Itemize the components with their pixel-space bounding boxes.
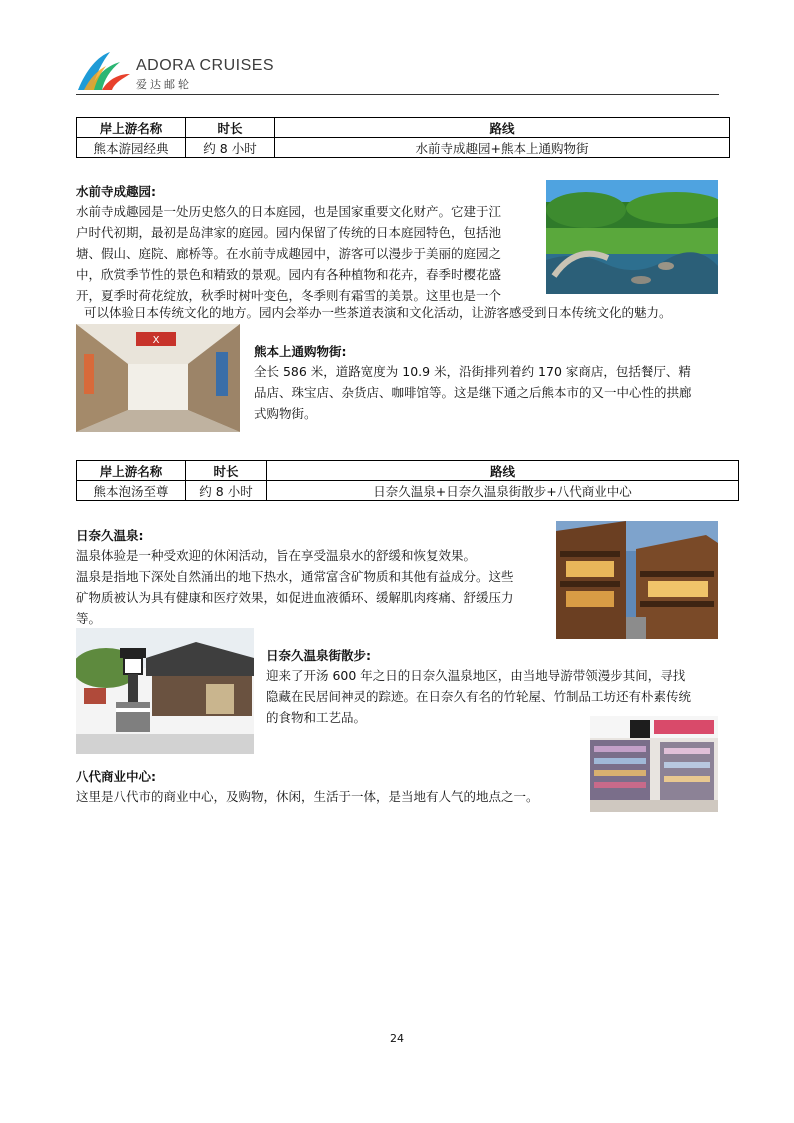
excursion-table-1 bbox=[76, 117, 730, 158]
text-line: 户时代初期，最初是岛津家的庭园。园内保留了传统的日本庭园特色，包括池 bbox=[76, 225, 502, 240]
hinagu-description bbox=[76, 545, 546, 629]
section-heading-hinagu: 日奈久温泉: bbox=[76, 528, 144, 543]
kamitori-description bbox=[254, 361, 718, 424]
table-row bbox=[77, 138, 730, 158]
shopping-center-photo bbox=[590, 716, 718, 812]
table-header-row bbox=[77, 461, 739, 481]
brand-name-en: ADORA CRUISES bbox=[136, 57, 275, 74]
brand-name-cn: 爱达邮轮 bbox=[136, 78, 192, 91]
text-line: 开，夏季时荷花绽放，秋季时树叶变色，冬季则有霜雪的美景。这里也是一个 bbox=[76, 288, 502, 303]
section-heading-kamitori: 熊本上通购物街: bbox=[254, 344, 347, 359]
header-divider bbox=[76, 94, 719, 95]
col-header-duration: 时长 bbox=[186, 461, 267, 481]
text-line: 迎来了开汤 600 年之日的日奈久温泉地区，由当地导游带领漫步其间，寻找 bbox=[266, 668, 686, 683]
col-header-route: 路线 bbox=[275, 118, 730, 138]
text-line: 全长 586 米，道路宽度为 10.9 米，沿街排列着约 170 家商店，包括餐厅、精 bbox=[254, 364, 691, 379]
text-line: 式购物街。 bbox=[254, 406, 317, 421]
text-line: 隐藏在民居间神灵的踪迹。在日奈久有名的竹轮屋、竹制品工坊还有朴素传统 bbox=[266, 689, 692, 704]
text-line: 水前寺成趣园是一处历史悠久的日本庭园，也是国家重要文化财产。它建于江 bbox=[76, 204, 502, 219]
onsen-building-photo bbox=[556, 521, 718, 639]
excursion-table-2 bbox=[76, 460, 739, 501]
onsen-street-photo bbox=[76, 628, 254, 754]
text-line: 塘、假山、庭院、廊桥等。在水前寺成趣园中，游客可以漫步于美丽的庭园之 bbox=[76, 246, 502, 261]
text-line: 品店、珠宝店、杂货店、咖啡馆等。这是继下通之后熊本市的又一中心性的拱廊 bbox=[254, 385, 692, 400]
page-number: 24 bbox=[390, 1032, 404, 1045]
text-line: 温泉是指地下深处自然涌出的地下热水，通常富含矿物质和其他有益成分。这些 bbox=[76, 569, 514, 584]
text-line: 等。 bbox=[76, 611, 102, 626]
text-line: 中，欣赏季节性的景色和精致的景观。园内有各种植物和花卉，春季时樱花盛 bbox=[76, 267, 502, 282]
table-header-row bbox=[77, 118, 730, 138]
suizenji-description bbox=[76, 201, 538, 306]
adora-logo-icon bbox=[76, 50, 132, 92]
yatsushiro-description: 这里是八代市的商业中心，及购物，休闲，生活于一体，是当地有人气的地点之一。 bbox=[76, 789, 539, 804]
section-heading-onsen-walk: 日奈久温泉街散步: bbox=[266, 648, 371, 663]
arcade-photo bbox=[76, 324, 240, 432]
cell-route: 水前寺成趣园+熊本上通购物街 bbox=[275, 138, 730, 158]
text-line: 的食物和工艺品。 bbox=[266, 710, 367, 725]
section-heading-suizenji: 水前寺成趣园: bbox=[76, 184, 156, 199]
col-header-route: 路线 bbox=[267, 461, 739, 481]
text-line: 可以体验日本传统文化的地方。园内会举办一些茶道表演和文化活动，让游客感受到日本传统文化的魅力。 bbox=[84, 305, 672, 320]
col-header-name: 岸上游名称 bbox=[77, 461, 186, 481]
text-line: 矿物质被认为具有健康和医疗效果，如促进血液循环、缓解肌肉疼痛、舒缓压力 bbox=[76, 590, 514, 605]
cell-duration: 约 8 小时 bbox=[186, 481, 267, 501]
cell-duration: 约 8 小时 bbox=[186, 138, 275, 158]
garden-photo bbox=[546, 180, 718, 294]
text-line: 温泉体验是一种受欢迎的休闲活动，旨在享受温泉水的舒缓和恢复效果。 bbox=[76, 548, 477, 563]
col-header-name: 岸上游名称 bbox=[77, 118, 186, 138]
table-row bbox=[77, 481, 739, 501]
cell-name: 熊本游园经典 bbox=[77, 138, 186, 158]
col-header-duration: 时长 bbox=[186, 118, 275, 138]
cell-route: 日奈久温泉+日奈久温泉街散步+八代商业中心 bbox=[267, 481, 739, 501]
arcade-sign-text: X bbox=[152, 335, 160, 346]
section-heading-yatsushiro: 八代商业中心: bbox=[76, 769, 156, 784]
cell-name: 熊本泡汤至尊 bbox=[77, 481, 186, 501]
